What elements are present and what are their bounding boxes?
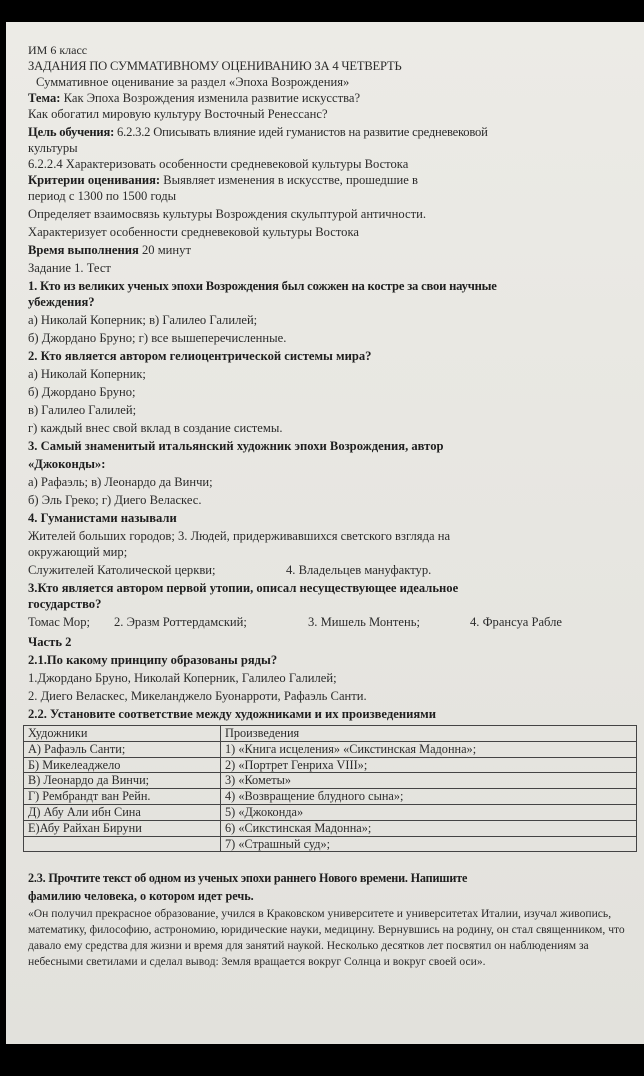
table-row	[24, 804, 637, 820]
q2-option-b: б) Джордано Бруно;	[28, 385, 136, 399]
q2-option-d: г) каждый внес свой вклад в создание системы.	[28, 421, 283, 435]
table-row	[24, 820, 637, 836]
goal-label: Цель обучения:	[28, 125, 115, 139]
q5-option-3: 3. Мишель Монтень;	[308, 615, 420, 629]
artist-cell: В) Леонардо да Винчи;	[24, 773, 221, 789]
question-2-2: 2.2. Установите соответствие между художниками и их произведениями	[28, 707, 436, 721]
work-cell: 1) «Книга исцеления» «Сикстинская Мадонна»;	[221, 741, 637, 757]
reading-passage: «Он получил прекрасное образование, учился в Краковском университете и университетах Италии, изучал живопись, математику, философию, астрономию, юридические науки, медицину. Вернувшись на родину, он стал священником, что давало ему средства для жизни и время для занятий наукой. Несколько десятков лет посвятил он наблюдениям за небесными светилами и сделал вывод: Земля вращается вокруг Солнца и вокруг своей оси».	[28, 907, 625, 968]
subtitle: Суммативное оценивание за раздел «Эпоха Возрождения»	[36, 75, 350, 89]
table-row	[24, 773, 637, 789]
task-heading: Задание 1. Тест	[28, 261, 111, 275]
question-5-cont: государство?	[28, 597, 102, 611]
column-header-artists: Художники	[24, 726, 221, 742]
q3-option-bd: б) Эль Греко; г) Диего Веласкес.	[28, 493, 202, 507]
criteria-line-2: период с 1300 по 1500 годы	[28, 189, 177, 203]
question-2-3-cont: фамилию человека, о котором идет речь.	[28, 889, 254, 903]
column-header-works: Произведения	[221, 726, 637, 742]
artist-cell: Б) Микелеаджело	[24, 757, 221, 773]
q2-option-a: а) Николай Коперник;	[28, 367, 146, 381]
criteria-line	[28, 172, 418, 188]
question-4: 4. Гуманистами называли	[28, 511, 177, 525]
artist-cell: Г) Рембрандт ван Рейн.	[24, 789, 221, 805]
time-line	[28, 242, 191, 258]
question-3: 3. Самый знаменитый итальянский художник эпохи Возрождения, автор	[28, 439, 444, 453]
goal-line-3: 6.2.2.4 Характеризовать особенности средневековой культуры Востока	[28, 157, 409, 171]
criteria-line-3: Определяет взаимосвязь культуры Возрождения скульптурой античности.	[28, 207, 426, 221]
q5-option-2: 2. Эразм Роттердамский;	[114, 615, 247, 629]
part-2-heading: Часть 2	[28, 635, 72, 649]
time-label: Время выполнения	[28, 243, 139, 257]
q1-option-bd: б) Джордано Бруно; г) все вышеперечисленные.	[28, 331, 287, 345]
q3-option-ac: а) Рафаэль; в) Леонардо да Винчи;	[28, 475, 213, 489]
q5-option-1: Томас Мор;	[28, 615, 90, 629]
class-label: ИМ 6 класс	[28, 43, 88, 57]
question-2-3: 2.3. Прочтите текст об одном из ученых эпохи раннего Нового времени. Напишите	[28, 871, 468, 885]
artist-cell: Д) Абу Али ибн Сина	[24, 804, 221, 820]
table-row	[24, 741, 637, 757]
work-cell: 4) «Возвращение блудного сына»;	[221, 789, 637, 805]
question-5: 3.Кто является автором первой утопии, описал несуществующее идеальное	[28, 581, 459, 595]
artist-cell: Е)Абу Райхан Бируни	[24, 820, 221, 836]
artist-cell: А) Рафаэль Санти;	[24, 741, 221, 757]
matching-table	[23, 725, 637, 852]
question-3-cont: «Джоконды»:	[28, 457, 106, 471]
question-1-cont: убеждения?	[28, 295, 95, 309]
question-2-1: 2.1.По какому принципу образованы ряды?	[28, 653, 278, 667]
table-header-row	[24, 726, 637, 742]
time-value: 20 минут	[141, 243, 191, 257]
work-cell: 5) «Джоконда»	[221, 804, 637, 820]
criteria-text: Выявляет изменения в искусстве, прошедшие в	[163, 173, 418, 187]
theme-line	[28, 90, 360, 106]
criteria-line-4: Характеризует особенности средневековой культуры Востока	[28, 225, 359, 239]
q4-option-2: Служителей Католической церкви;	[28, 563, 216, 577]
table-row	[24, 789, 637, 805]
q21-row-2: 2. Диего Веласкес, Микеланджело Буонарроти, Рафаэль Санти.	[28, 689, 367, 703]
artist-cell	[24, 836, 221, 852]
q4-option-4: 4. Владельцев мануфактур.	[286, 563, 432, 577]
q5-option-4: 4. Франсуа Рабле	[470, 615, 563, 629]
work-cell: 2) «Портрет Генриха VIII»;	[221, 757, 637, 773]
table-row	[24, 757, 637, 773]
goal-line-2: культуры	[28, 141, 78, 155]
q1-option-ac: а) Николай Коперник; в) Галилео Галилей;	[28, 313, 258, 327]
theme-text: Как Эпоха Возрождения изменила развитие искусства?	[63, 91, 361, 105]
theme-line-2: Как обогатил мировую культуру Восточный Ренессанс?	[28, 107, 328, 121]
q2-option-c: в) Галилео Галилей;	[28, 403, 137, 417]
goal-text: 6.2.3.2 Описывать влияние идей гуманистов на развитие средневековой	[117, 125, 488, 139]
q4-option-3-cont: окружающий мир;	[28, 545, 128, 559]
criteria-label: Критерии оценивания:	[28, 173, 161, 187]
q4-option-1-3: Жителей больших городов; 3. Людей, придерживавшихся светского взгляда на	[28, 529, 451, 543]
q21-row-1: 1.Джордано Бруно, Николай Коперник, Галилео Галилей;	[28, 671, 337, 685]
question-2: 2. Кто является автором гелиоцентрической системы мира?	[28, 349, 372, 363]
work-cell: 6) «Сикстинская Мадонна»;	[221, 820, 637, 836]
work-cell: 7) «Страшный суд»;	[221, 836, 637, 852]
question-1: 1. Кто из великих ученых эпохи Возрождения был сожжен на костре за свои научные	[28, 279, 497, 293]
work-cell: 3) «Кометы»	[221, 773, 637, 789]
theme-label: Тема:	[28, 91, 61, 105]
worksheet-page	[6, 22, 644, 1044]
goal-line	[28, 124, 488, 140]
page-title: ЗАДАНИЯ ПО СУММАТИВНОМУ ОЦЕНИВАНИЮ ЗА 4 ЧЕТВЕРТЬ	[28, 59, 402, 73]
table-row	[24, 836, 637, 852]
